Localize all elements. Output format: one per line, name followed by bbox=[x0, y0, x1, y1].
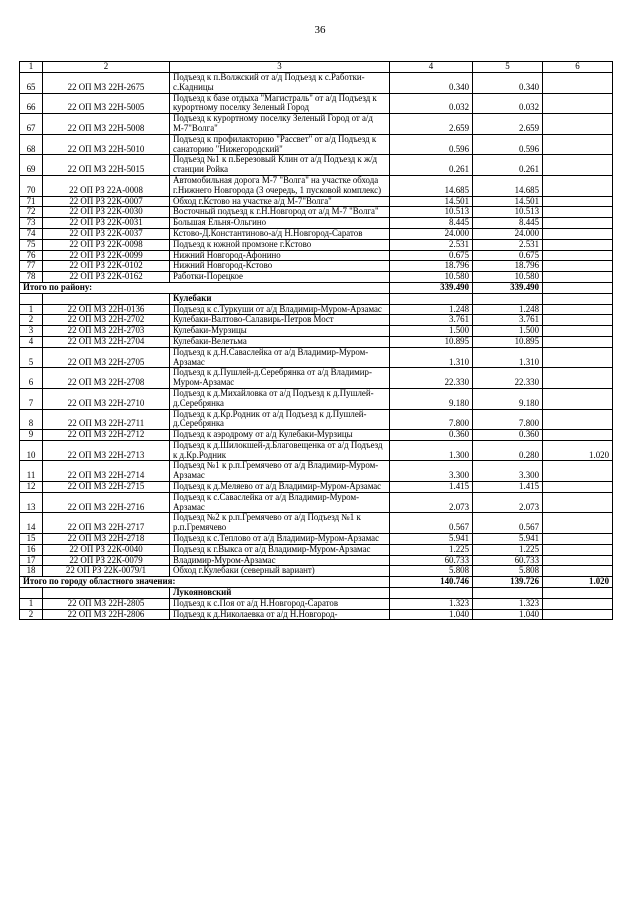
row-number: 18 bbox=[20, 566, 43, 577]
length-column-5: 0.675 bbox=[473, 250, 543, 261]
length-column-6 bbox=[543, 598, 613, 609]
row-number: 12 bbox=[20, 482, 43, 493]
length-column-5: 60.733 bbox=[473, 555, 543, 566]
road-name: Большая Ельня-Ольгино bbox=[170, 218, 390, 229]
row-number: 7 bbox=[20, 388, 43, 409]
table-row bbox=[20, 114, 613, 135]
row-number: 66 bbox=[20, 93, 43, 114]
row-number: 75 bbox=[20, 239, 43, 250]
length-column-5: 14.685 bbox=[473, 175, 543, 196]
section-title: Кулебаки bbox=[170, 293, 390, 304]
length-column-6 bbox=[543, 175, 613, 196]
road-name: Подъезд №1 к п.Березовый Клин от а/д Подъезд к ж/д станции Ройка bbox=[170, 155, 390, 176]
road-name: Восточный подъезд к г.Н.Новгород от а/д М-7 "Волга" bbox=[170, 207, 390, 218]
road-name: Нижний Новгород-Кстово bbox=[170, 261, 390, 272]
road-name: Подъезд к д.Пушлей-д.Серебрянка от а/д Владимир-Муром-Арзамас bbox=[170, 368, 390, 389]
road-id-code: 22 ОП МЗ 22Н-0136 bbox=[43, 304, 170, 315]
length-total: 1.323 bbox=[390, 598, 473, 609]
row-number: 68 bbox=[20, 134, 43, 155]
length-column-6 bbox=[543, 155, 613, 176]
length-total: 18.796 bbox=[390, 261, 473, 272]
road-name: Подъезд к д.Михайловка от а/д Подъезд к д.Пушлей-д.Серебрянка bbox=[170, 388, 390, 409]
length-total: 14.501 bbox=[390, 196, 473, 207]
row-number: 76 bbox=[20, 250, 43, 261]
column-number-1: 1 bbox=[20, 62, 43, 73]
row-number: 69 bbox=[20, 155, 43, 176]
length-total: 3.300 bbox=[390, 461, 473, 482]
section-cell-empty bbox=[20, 588, 43, 599]
road-id-code: 22 ОП РЗ 22К-0079/1 bbox=[43, 566, 170, 577]
road-name: Подъезд к п.Волжский от а/д Подъезд к с.Работки-с.Кадницы bbox=[170, 73, 390, 94]
table-row bbox=[20, 326, 613, 337]
length-column-5: 0.596 bbox=[473, 134, 543, 155]
length-total: 5.808 bbox=[390, 566, 473, 577]
row-number: 65 bbox=[20, 73, 43, 94]
length-column-6 bbox=[543, 482, 613, 493]
length-column-5: 1.415 bbox=[473, 482, 543, 493]
table-row bbox=[20, 534, 613, 545]
table-row bbox=[20, 409, 613, 430]
table-row bbox=[20, 347, 613, 368]
length-column-6 bbox=[543, 368, 613, 389]
length-column-5: 10.895 bbox=[473, 336, 543, 347]
length-total: 0.567 bbox=[390, 513, 473, 534]
table-row bbox=[20, 175, 613, 196]
length-column-5: 0.340 bbox=[473, 73, 543, 94]
road-name: Автомобильная дорога М-7 "Волга" на участке обхода г.Нижнего Новгорода (3 очередь, 1 пусковой комплекс) bbox=[170, 175, 390, 196]
length-total: 2.659 bbox=[390, 114, 473, 135]
road-name: Подъезд к базе отдыха "Магистраль" от а/д Подъезд к курортному поселку Зеленый Город bbox=[170, 93, 390, 114]
length-column-6 bbox=[543, 544, 613, 555]
road-id-code: 22 ОП РЗ 22К-0102 bbox=[43, 261, 170, 272]
page-number: 36 bbox=[314, 24, 326, 36]
length-column-6 bbox=[543, 239, 613, 250]
section-cell-empty bbox=[43, 293, 170, 304]
table-row bbox=[20, 461, 613, 482]
road-name: Кстово-Д.Константиново-а/д Н.Новгород-Саратов bbox=[170, 228, 390, 239]
road-id-code: 22 ОП МЗ 22Н-2713 bbox=[43, 440, 170, 461]
section-header-row bbox=[20, 293, 613, 304]
length-total: 24.000 bbox=[390, 228, 473, 239]
row-number: 5 bbox=[20, 347, 43, 368]
length-column-5: 9.180 bbox=[473, 388, 543, 409]
column-number-6: 6 bbox=[543, 62, 613, 73]
row-number: 1 bbox=[20, 304, 43, 315]
table-row bbox=[20, 430, 613, 441]
length-total: 1.300 bbox=[390, 440, 473, 461]
length-column-6 bbox=[543, 304, 613, 315]
length-column-5: 5.808 bbox=[473, 566, 543, 577]
length-column-6 bbox=[543, 409, 613, 430]
total-label: Итого по району: bbox=[20, 282, 390, 293]
table-row bbox=[20, 609, 613, 620]
table-row bbox=[20, 218, 613, 229]
length-column-5: 1.040 bbox=[473, 609, 543, 620]
road-id-code: 22 ОП МЗ 22Н-2675 bbox=[43, 73, 170, 94]
road-name: Подъезд к д.Кр.Родник от а/д Подъезд к д.Пушлей-д.Серебрянка bbox=[170, 409, 390, 430]
length-total: 1.225 bbox=[390, 544, 473, 555]
road-id-code: 22 ОП МЗ 22Н-2703 bbox=[43, 326, 170, 337]
road-name: Работки-Порецкое bbox=[170, 272, 390, 283]
length-total: 0.360 bbox=[390, 430, 473, 441]
road-id-code: 22 ОП МЗ 22Н-5010 bbox=[43, 134, 170, 155]
length-column-6 bbox=[543, 134, 613, 155]
row-number: 2 bbox=[20, 315, 43, 326]
length-column-6 bbox=[543, 207, 613, 218]
table-row bbox=[20, 368, 613, 389]
table-row bbox=[20, 336, 613, 347]
length-column-6 bbox=[543, 196, 613, 207]
length-total: 0.596 bbox=[390, 134, 473, 155]
road-name: Подъезд к с.Саваслейка от а/д Владимир-Муром-Арзамас bbox=[170, 492, 390, 513]
row-number: 14 bbox=[20, 513, 43, 534]
row-number: 4 bbox=[20, 336, 43, 347]
length-column-5: 24.000 bbox=[473, 228, 543, 239]
road-id-code: 22 ОП РЗ 22К-0162 bbox=[43, 272, 170, 283]
length-column-5: 3.300 bbox=[473, 461, 543, 482]
road-id-code: 22 ОП РЗ 22К-0037 bbox=[43, 228, 170, 239]
length-column-6 bbox=[543, 555, 613, 566]
length-total: 1.248 bbox=[390, 304, 473, 315]
section-cell-empty bbox=[473, 293, 543, 304]
length-total: 10.580 bbox=[390, 272, 473, 283]
length-column-5: 10.580 bbox=[473, 272, 543, 283]
road-id-code: 22 ОП МЗ 22Н-2716 bbox=[43, 492, 170, 513]
length-column-5: 0.261 bbox=[473, 155, 543, 176]
roads-table-body bbox=[20, 62, 613, 620]
length-total: 1.415 bbox=[390, 482, 473, 493]
road-id-code: 22 ОП МЗ 22Н-2712 bbox=[43, 430, 170, 441]
row-number: 13 bbox=[20, 492, 43, 513]
total-row bbox=[20, 577, 613, 588]
total-column-5: 139.726 bbox=[473, 577, 543, 588]
section-cell-empty bbox=[390, 293, 473, 304]
table-row bbox=[20, 207, 613, 218]
length-column-6 bbox=[543, 114, 613, 135]
road-id-code: 22 ОП МЗ 22Н-2715 bbox=[43, 482, 170, 493]
road-id-code: 22 ОП РЗ 22А-0008 bbox=[43, 175, 170, 196]
road-id-code: 22 ОП МЗ 22Н-5015 bbox=[43, 155, 170, 176]
road-id-code: 22 ОП РЗ 22К-0040 bbox=[43, 544, 170, 555]
table-row bbox=[20, 440, 613, 461]
table-row bbox=[20, 134, 613, 155]
road-name: Обход г.Кулебаки (северный вариант) bbox=[170, 566, 390, 577]
length-column-5: 0.280 bbox=[473, 440, 543, 461]
road-name: Подъезд к южной промзоне г.Кстово bbox=[170, 239, 390, 250]
row-number: 15 bbox=[20, 534, 43, 545]
table-row bbox=[20, 598, 613, 609]
length-total: 10.895 bbox=[390, 336, 473, 347]
road-id-code: 22 ОП МЗ 22Н-2805 bbox=[43, 598, 170, 609]
length-total: 1.310 bbox=[390, 347, 473, 368]
row-number: 9 bbox=[20, 430, 43, 441]
length-column-6 bbox=[543, 609, 613, 620]
row-number: 70 bbox=[20, 175, 43, 196]
length-column-5: 10.513 bbox=[473, 207, 543, 218]
table-row bbox=[20, 73, 613, 94]
length-total: 0.032 bbox=[390, 93, 473, 114]
road-name: Подъезд к с.Туркуши от а/д Владимир-Муром-Арзамас bbox=[170, 304, 390, 315]
road-name: Подъезд №2 к р.п.Гремячево от а/д Подъезд №1 к р.п.Гремячево bbox=[170, 513, 390, 534]
road-id-code: 22 ОП МЗ 22Н-2718 bbox=[43, 534, 170, 545]
table-row bbox=[20, 228, 613, 239]
length-column-5: 5.941 bbox=[473, 534, 543, 545]
length-column-5: 8.445 bbox=[473, 218, 543, 229]
length-column-5: 0.032 bbox=[473, 93, 543, 114]
section-cell-empty bbox=[473, 588, 543, 599]
length-column-5: 2.073 bbox=[473, 492, 543, 513]
column-number-3: 3 bbox=[170, 62, 390, 73]
length-column-5: 2.531 bbox=[473, 239, 543, 250]
table-row bbox=[20, 492, 613, 513]
total-length: 140.746 bbox=[390, 577, 473, 588]
road-name: Подъезд к аэродрому от а/д Кулебаки-Мурзицы bbox=[170, 430, 390, 441]
table-row bbox=[20, 388, 613, 409]
road-id-code: 22 ОП РЗ 22К-0030 bbox=[43, 207, 170, 218]
length-total: 2.073 bbox=[390, 492, 473, 513]
table-row bbox=[20, 544, 613, 555]
road-name: Обход г.Кстово на участке а/д М-7"Волга" bbox=[170, 196, 390, 207]
length-column-6 bbox=[543, 461, 613, 482]
length-total: 9.180 bbox=[390, 388, 473, 409]
road-id-code: 22 ОП МЗ 22Н-2711 bbox=[43, 409, 170, 430]
length-column-6 bbox=[543, 315, 613, 326]
length-total: 22.330 bbox=[390, 368, 473, 389]
road-name: Кулебаки-Велетьма bbox=[170, 336, 390, 347]
road-id-code: 22 ОП МЗ 22Н-2717 bbox=[43, 513, 170, 534]
row-number: 10 bbox=[20, 440, 43, 461]
table-row bbox=[20, 566, 613, 577]
length-column-6 bbox=[543, 336, 613, 347]
section-cell-empty bbox=[20, 293, 43, 304]
road-id-code: 22 ОП МЗ 22Н-2708 bbox=[43, 368, 170, 389]
section-cell-empty bbox=[390, 588, 473, 599]
road-id-code: 22 ОП РЗ 22К-0007 bbox=[43, 196, 170, 207]
row-number: 78 bbox=[20, 272, 43, 283]
row-number: 77 bbox=[20, 261, 43, 272]
row-number: 1 bbox=[20, 598, 43, 609]
section-cell-empty bbox=[543, 588, 613, 599]
length-total: 7.800 bbox=[390, 409, 473, 430]
length-total: 60.733 bbox=[390, 555, 473, 566]
road-name: Владимир-Муром-Арзамас bbox=[170, 555, 390, 566]
length-column-5: 3.761 bbox=[473, 315, 543, 326]
road-id-code: 22 ОП МЗ 22Н-2705 bbox=[43, 347, 170, 368]
length-total: 10.513 bbox=[390, 207, 473, 218]
length-column-5: 1.248 bbox=[473, 304, 543, 315]
table-row bbox=[20, 250, 613, 261]
road-name: Подъезд к с.Поя от а/д Н.Новгород-Саратов bbox=[170, 598, 390, 609]
row-number: 72 bbox=[20, 207, 43, 218]
table-row bbox=[20, 555, 613, 566]
row-number: 3 bbox=[20, 326, 43, 337]
length-column-6 bbox=[543, 272, 613, 283]
length-column-6 bbox=[543, 250, 613, 261]
row-number: 2 bbox=[20, 609, 43, 620]
road-id-code: 22 ОП РЗ 22К-0099 bbox=[43, 250, 170, 261]
length-total: 2.531 bbox=[390, 239, 473, 250]
length-column-5: 1.310 bbox=[473, 347, 543, 368]
road-name: Нижний Новгород-Афонино bbox=[170, 250, 390, 261]
length-column-5: 1.225 bbox=[473, 544, 543, 555]
length-column-6 bbox=[543, 228, 613, 239]
length-total: 0.675 bbox=[390, 250, 473, 261]
road-id-code: 22 ОП МЗ 22Н-5008 bbox=[43, 114, 170, 135]
table-row bbox=[20, 272, 613, 283]
length-total: 0.261 bbox=[390, 155, 473, 176]
length-column-6 bbox=[543, 513, 613, 534]
table-row bbox=[20, 196, 613, 207]
length-column-6 bbox=[543, 492, 613, 513]
length-total: 14.685 bbox=[390, 175, 473, 196]
table-row bbox=[20, 482, 613, 493]
road-name: Кулебаки-Мурзицы bbox=[170, 326, 390, 337]
length-column-5: 0.567 bbox=[473, 513, 543, 534]
length-column-6 bbox=[543, 73, 613, 94]
row-number: 11 bbox=[20, 461, 43, 482]
road-name: Кулебаки-Валтово-Салавирь-Петров Мост bbox=[170, 315, 390, 326]
road-name: Подъезд к д.Николаевка от а/д Н.Новгород- bbox=[170, 609, 390, 620]
row-number: 8 bbox=[20, 409, 43, 430]
row-number: 67 bbox=[20, 114, 43, 135]
road-name: Подъезд №1 к р.п.Гремячево от а/д Владимир-Муром-Арзамас bbox=[170, 461, 390, 482]
length-column-6 bbox=[543, 93, 613, 114]
section-cell-empty bbox=[43, 588, 170, 599]
column-number-header-row bbox=[20, 62, 613, 73]
length-column-5: 1.500 bbox=[473, 326, 543, 337]
road-name: Подъезд к д.Меляево от а/д Владимир-Муром-Арзамас bbox=[170, 482, 390, 493]
table-row bbox=[20, 513, 613, 534]
road-id-code: 22 ОП РЗ 22К-0031 bbox=[43, 218, 170, 229]
length-column-6: 1.020 bbox=[543, 440, 613, 461]
total-row bbox=[20, 282, 613, 293]
total-length: 339.490 bbox=[390, 282, 473, 293]
road-id-code: 22 ОП МЗ 22Н-5005 bbox=[43, 93, 170, 114]
length-column-5: 2.659 bbox=[473, 114, 543, 135]
row-number: 74 bbox=[20, 228, 43, 239]
length-column-6 bbox=[543, 326, 613, 337]
table-row bbox=[20, 315, 613, 326]
length-total: 1.040 bbox=[390, 609, 473, 620]
road-id-code: 22 ОП РЗ 22К-0098 bbox=[43, 239, 170, 250]
row-number: 17 bbox=[20, 555, 43, 566]
length-total: 3.761 bbox=[390, 315, 473, 326]
length-column-6 bbox=[543, 347, 613, 368]
length-column-5: 1.323 bbox=[473, 598, 543, 609]
length-column-6 bbox=[543, 388, 613, 409]
length-column-5: 18.796 bbox=[473, 261, 543, 272]
total-column-6: 1.020 bbox=[543, 577, 613, 588]
table-row bbox=[20, 155, 613, 176]
total-column-6 bbox=[543, 282, 613, 293]
table-row bbox=[20, 304, 613, 315]
column-number-5: 5 bbox=[473, 62, 543, 73]
table-row bbox=[20, 239, 613, 250]
column-number-2: 2 bbox=[43, 62, 170, 73]
length-total: 0.340 bbox=[390, 73, 473, 94]
row-number: 16 bbox=[20, 544, 43, 555]
section-header-row bbox=[20, 588, 613, 599]
length-column-5: 0.360 bbox=[473, 430, 543, 441]
length-total: 5.941 bbox=[390, 534, 473, 545]
road-id-code: 22 ОП МЗ 22Н-2714 bbox=[43, 461, 170, 482]
length-column-5: 7.800 bbox=[473, 409, 543, 430]
total-column-5: 339.490 bbox=[473, 282, 543, 293]
length-column-5: 14.501 bbox=[473, 196, 543, 207]
road-name: Подъезд к профилакторию "Рассвет" от а/д Подъезд к санаторию "Нижегородский" bbox=[170, 134, 390, 155]
row-number: 71 bbox=[20, 196, 43, 207]
length-column-5: 22.330 bbox=[473, 368, 543, 389]
road-name: Подъезд к д.Н.Саваслейка от а/д Владимир-Муром-Арзамас bbox=[170, 347, 390, 368]
length-column-6 bbox=[543, 218, 613, 229]
road-id-code: 22 ОП МЗ 22Н-2806 bbox=[43, 609, 170, 620]
roads-table bbox=[19, 61, 613, 620]
table-row bbox=[20, 261, 613, 272]
road-name: Подъезд к с.Теплово от а/д Владимир-Муром-Арзамас bbox=[170, 534, 390, 545]
road-id-code: 22 ОП МЗ 22Н-2710 bbox=[43, 388, 170, 409]
road-name: Подъезд к г.Выкса от а/д Владимир-Муром-Арзамас bbox=[170, 544, 390, 555]
road-id-code: 22 ОП МЗ 22Н-2702 bbox=[43, 315, 170, 326]
length-total: 1.500 bbox=[390, 326, 473, 337]
section-title: Лукояновский bbox=[170, 588, 390, 599]
road-id-code: 22 ОП МЗ 22Н-2704 bbox=[43, 336, 170, 347]
length-column-6 bbox=[543, 566, 613, 577]
length-column-6 bbox=[543, 534, 613, 545]
row-number: 73 bbox=[20, 218, 43, 229]
length-column-6 bbox=[543, 430, 613, 441]
length-total: 8.445 bbox=[390, 218, 473, 229]
length-column-6 bbox=[543, 261, 613, 272]
table-row bbox=[20, 93, 613, 114]
section-cell-empty bbox=[543, 293, 613, 304]
column-number-4: 4 bbox=[390, 62, 473, 73]
row-number: 6 bbox=[20, 368, 43, 389]
road-id-code: 22 ОП РЗ 22К-0079 bbox=[43, 555, 170, 566]
road-name: Подъезд к курортному поселку Зеленый Город от а/д М-7"Волга" bbox=[170, 114, 390, 135]
total-label: Итого по городу областного значения: bbox=[20, 577, 390, 588]
road-name: Подъезд к д.Шилокшей-д.Благовещенка от а/д Подъезд к д.Кр.Родник bbox=[170, 440, 390, 461]
